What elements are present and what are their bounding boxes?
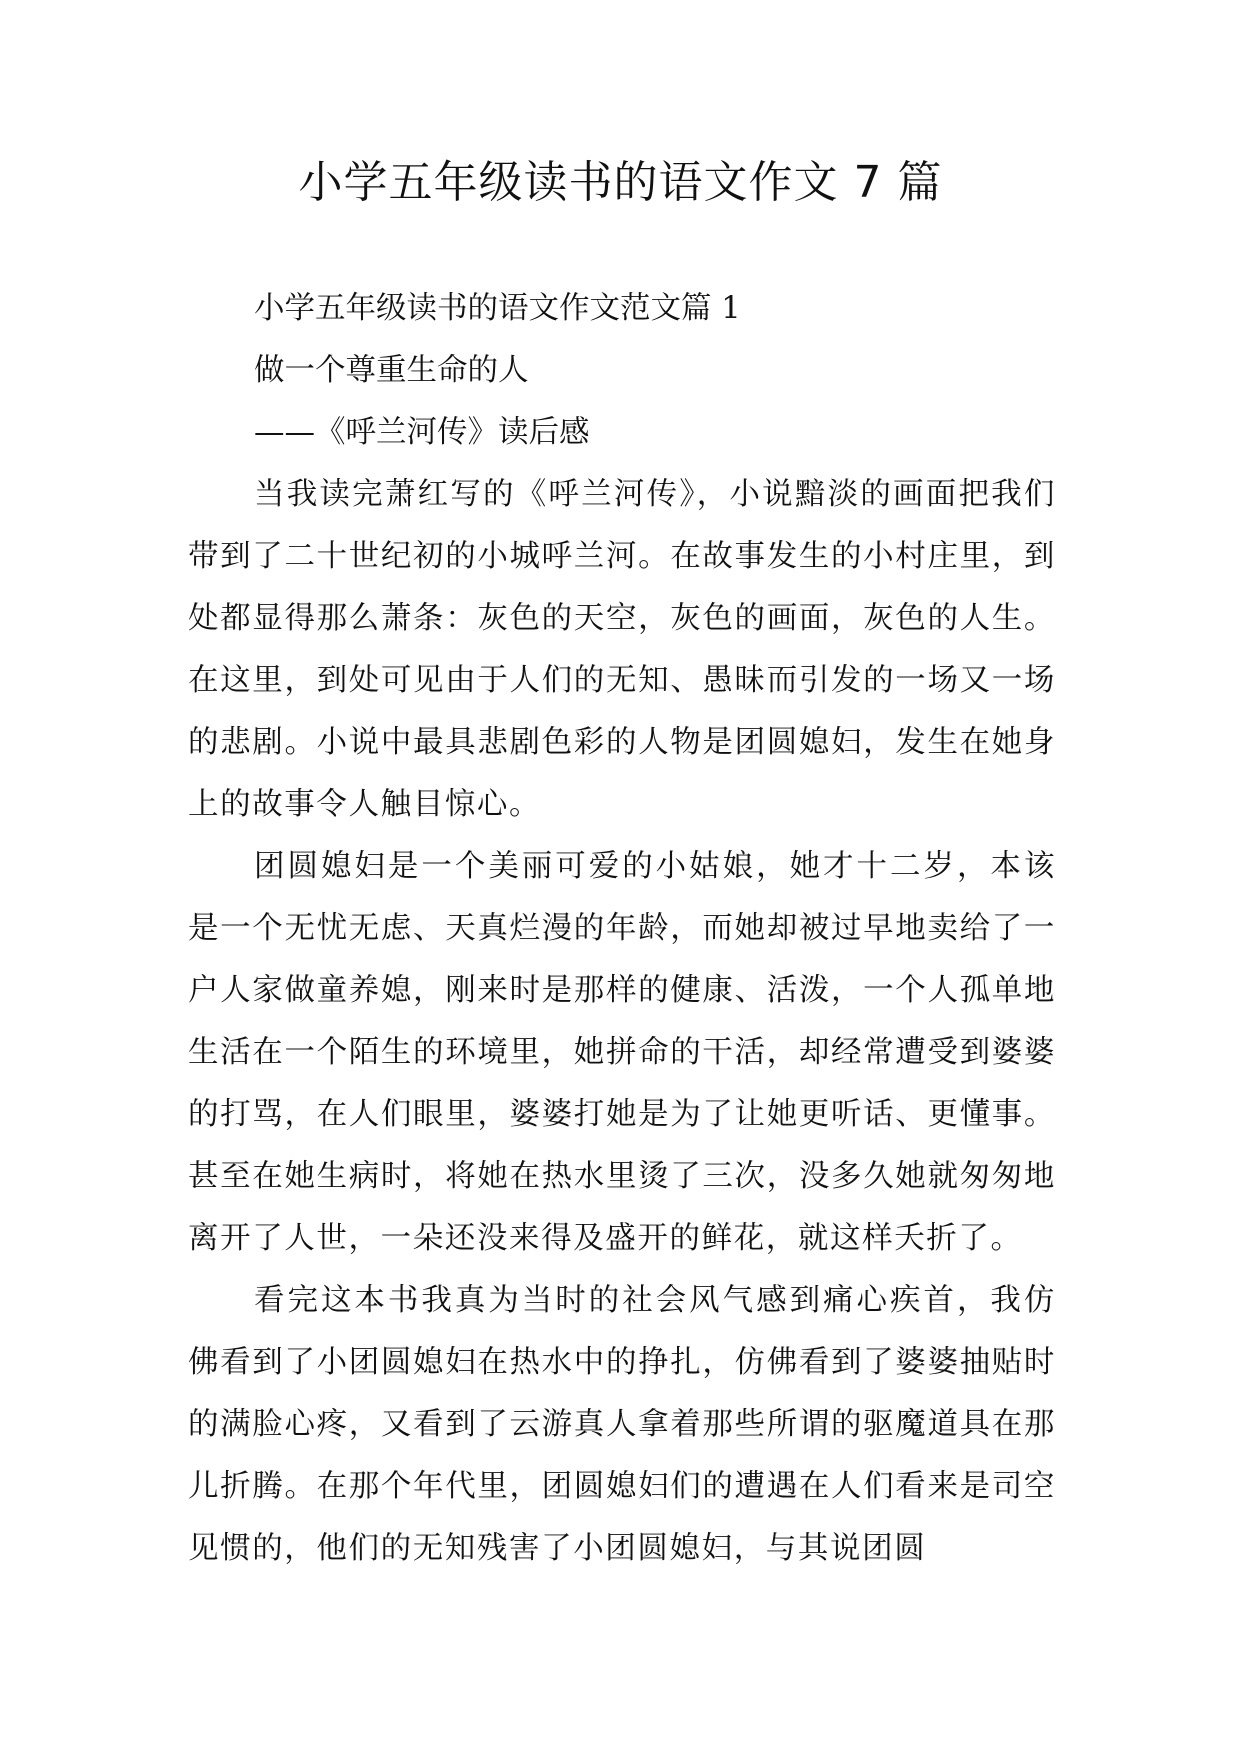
essay-subtitle: ——《呼兰河传》读后感: [254, 415, 590, 450]
essay-title: 做一个尊重生命的人: [254, 353, 529, 388]
document-body: [188, 278, 1056, 1580]
paragraph-2: 团圆媳妇是一个美丽可爱的小姑娘，她才十二岁，本该是一个无忧无虑、天真烂漫的年龄，而她却被过早地卖给了一户人家做童养媳，刚来时是那样的健康、活泼，一个人孤单地生活在一个陌生的环境里，她拼命的干活，却经常遭受到婆婆的打骂，在人们眼里，婆婆打她是为了让她更听话、更懂事。甚至在她生病时，将她在热水里烫了三次，没多久她就匆匆地离开了人世，一朵还没来得及盛开的鲜花，就这样夭折了。: [188, 849, 1056, 1256]
section-heading: 小学五年级读书的语文作文范文篇 1: [254, 291, 741, 326]
paragraph-3: 看完这本书我真为当时的社会风气感到痛心疾首，我仿佛看到了小团圆媳妇在热水中的挣扎，仿佛看到了婆婆抽贴时的满脸心疼，又看到了云游真人拿着那些所谓的驱魔道具在那儿折腾。在那个年代里，团圆媳妇们的遭遇在人们看来是司空见惯的，他们的无知残害了小团圆媳妇，与其说团圆: [188, 1283, 1056, 1566]
paragraph-1: 当我读完萧红写的《呼兰河传》，小说黯淡的画面把我们带到了二十世纪初的小城呼兰河。在故事发生的小村庄里，到处都显得那么萧条：灰色的天空，灰色的画面，灰色的人生。在这里，到处可见由于人们的无知、愚昧而引发的一场又一场的悲剧。小说中最具悲剧色彩的人物是团圆媳妇，发生在她身上的故事令人触目惊心。: [188, 477, 1056, 822]
document-title: 小学五年级读书的语文作文 7 篇: [298, 157, 943, 208]
